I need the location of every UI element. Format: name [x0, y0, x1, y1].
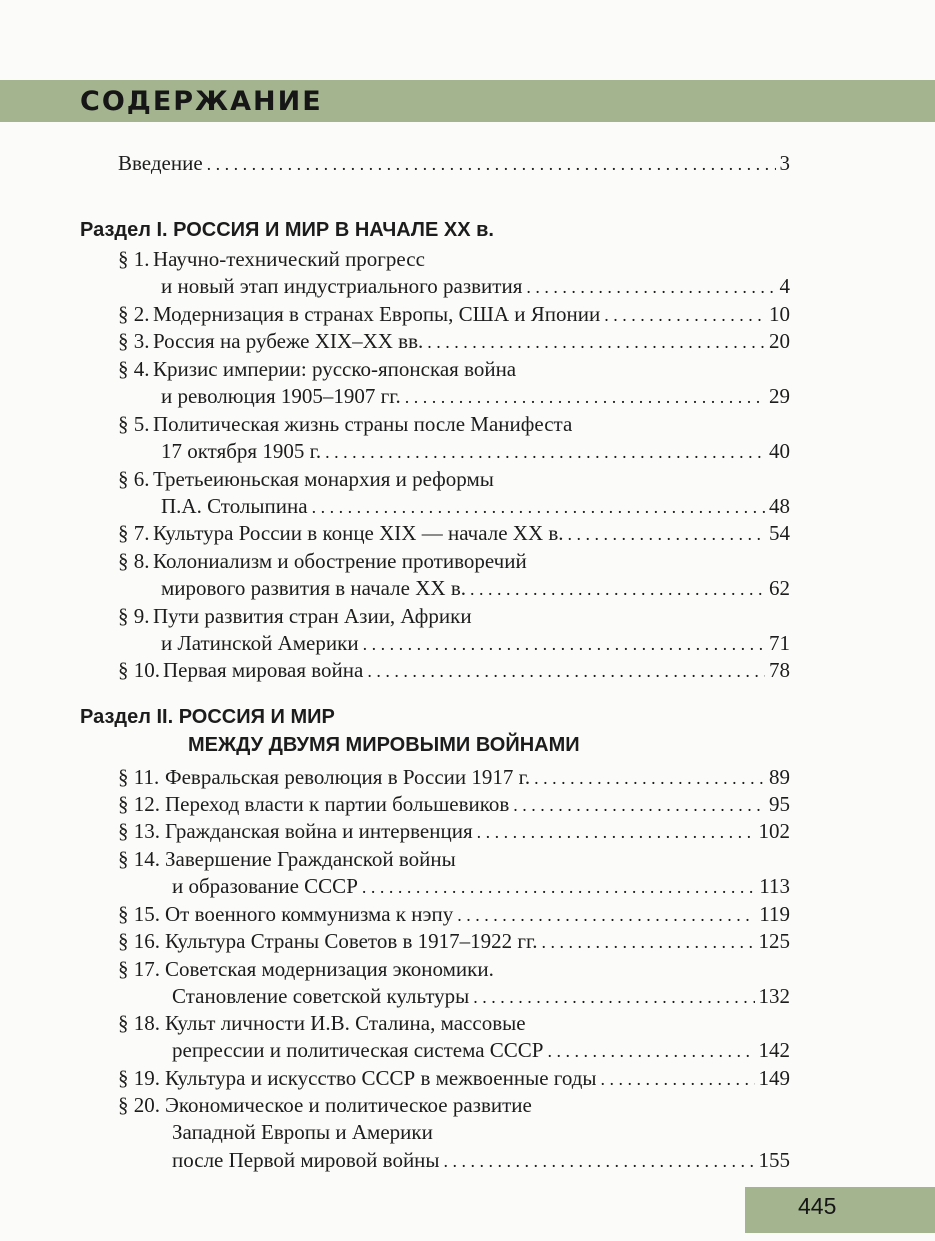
- toc-entry[interactable]: [153, 519, 790, 547]
- toc-page-number: 48: [769, 494, 790, 518]
- toc-entry-title: 17 октября 1905 г.: [161, 439, 322, 463]
- toc-page-number: 89: [769, 765, 790, 789]
- section-number: § 12.: [118, 792, 160, 816]
- toc-entry-line: Третьеиюньская монархия и реформы: [153, 467, 494, 491]
- toc-page-number: 119: [759, 902, 790, 926]
- toc-entry-title: От военного коммунизма к нэпу: [165, 902, 454, 926]
- section-number: § 13.: [118, 819, 160, 843]
- dot-leader: [312, 493, 765, 521]
- toc-entry-title: и новый этап индустриального развития: [161, 274, 523, 298]
- toc-entry-title: Модернизация в странах Европы, США и Японии: [153, 302, 601, 326]
- section-number: § 11.: [118, 765, 160, 789]
- toc-page-number: 125: [758, 929, 790, 953]
- toc-page-number: 142: [758, 1038, 790, 1062]
- section-number: § 16.: [118, 929, 160, 953]
- toc-entry-title: Введение: [118, 151, 203, 175]
- dot-leader: [427, 328, 765, 356]
- dot-leader: [548, 1037, 755, 1065]
- dot-leader: [362, 873, 755, 901]
- toc-entry-line: Завершение Гражданской войны: [165, 847, 456, 871]
- dot-leader: [405, 383, 765, 411]
- toc-entry-line: Колониализм и обострение противоречий: [153, 549, 527, 573]
- toc-page-number: 3: [779, 151, 790, 175]
- toc-entry[interactable]: [161, 382, 790, 410]
- toc-page-number: 4: [779, 274, 790, 298]
- toc-entry-title: Гражданская война и интервенция: [165, 819, 473, 843]
- section-heading-subtitle: МЕЖДУ ДВУМЯ МИРОВЫМИ ВОЙНАМИ: [188, 734, 580, 756]
- dot-leader: [542, 928, 755, 956]
- toc-entry-line: Советская модернизация экономики.: [165, 957, 494, 981]
- toc-entry-line: Культ личности И.В. Сталина, массовые: [165, 1011, 526, 1035]
- toc-entry-line: Кризис империи: русско-японская война: [153, 357, 517, 381]
- section-number: § 1.: [118, 247, 150, 271]
- toc-entry-title: Культура Страны Советов в 1917–1922 гг.: [165, 929, 538, 953]
- toc-entry-line: Экономическое и политическое развитие: [165, 1093, 532, 1117]
- toc-entry[interactable]: [172, 872, 790, 900]
- toc-page-number: 20: [769, 329, 790, 353]
- toc-entry-line: Политическая жизнь страны после Манифеста: [153, 412, 573, 436]
- toc-entry-title: и революция 1905–1907 гг.: [161, 384, 401, 408]
- footer-band: [745, 1187, 935, 1233]
- toc-page-number: 132: [758, 984, 790, 1008]
- toc-entry[interactable]: [165, 1064, 790, 1092]
- toc-entry[interactable]: [161, 272, 790, 300]
- toc-entry-title: П.А. Столыпина: [161, 494, 308, 518]
- toc-entry-title: после Первой мировой войны: [172, 1148, 440, 1172]
- toc-entry-title: и образование СССР: [172, 874, 358, 898]
- dot-leader: [473, 983, 754, 1011]
- section-number: § 8.: [118, 549, 150, 573]
- toc-page-number: 29: [769, 384, 790, 408]
- toc-page-number: 10: [769, 302, 790, 326]
- section-number: § 19.: [118, 1066, 160, 1090]
- toc-entry-title: Становление советской культуры: [172, 984, 470, 1008]
- section-number: § 2.: [118, 302, 150, 326]
- dot-leader: [568, 520, 765, 548]
- toc-page-number: 149: [758, 1066, 790, 1090]
- section-number: § 6.: [118, 467, 150, 491]
- section-number: § 3.: [118, 329, 150, 353]
- dot-leader: [601, 1065, 755, 1093]
- section-heading: Раздел II. РОССИЯ И МИР: [80, 706, 335, 728]
- toc-page-number: 71: [769, 631, 790, 655]
- toc-page-number: 102: [758, 819, 790, 843]
- dot-leader: [470, 575, 765, 603]
- toc-entry[interactable]: [153, 300, 790, 328]
- dot-leader: [363, 630, 765, 658]
- dot-leader: [207, 150, 776, 178]
- dot-leader: [513, 791, 765, 819]
- page-number: 445: [798, 1193, 837, 1219]
- section-number: § 5.: [118, 412, 150, 436]
- section-number: § 14.: [118, 847, 160, 871]
- dot-leader: [325, 438, 765, 466]
- toc-entry[interactable]: [165, 927, 790, 955]
- dot-leader: [477, 818, 755, 846]
- toc-entry-title: и Латинской Америки: [161, 631, 359, 655]
- page-title: СОДЕРЖАНИЕ: [80, 86, 323, 117]
- toc-entry-line: Научно-технический прогресс: [153, 247, 425, 271]
- toc-page-number: 78: [769, 658, 790, 682]
- toc-page-number: 113: [759, 874, 790, 898]
- toc-entry-title: Первая мировая война: [163, 658, 364, 682]
- section-number: § 17.: [118, 957, 160, 981]
- toc-entry-title: Культура России в конце XIX — начале XX в.: [153, 521, 564, 545]
- section-number: § 4.: [118, 357, 150, 381]
- section-number: § 7.: [118, 521, 150, 545]
- toc-entry-title: репрессии и политическая система СССР: [172, 1038, 544, 1062]
- toc-entry[interactable]: [172, 982, 790, 1010]
- toc-entry[interactable]: [165, 763, 790, 791]
- toc-entry-line: Пути развития стран Азии, Африки: [153, 604, 472, 628]
- section-number: § 20.: [118, 1093, 160, 1117]
- dot-leader: [534, 764, 765, 792]
- toc-entry-title: Переход власти к партии большевиков: [165, 792, 510, 816]
- dot-leader: [526, 273, 775, 301]
- toc-entry[interactable]: [163, 656, 790, 684]
- toc-entry[interactable]: [165, 817, 790, 845]
- toc-entry-title: мирового развития в начале XX в.: [161, 576, 466, 600]
- toc-entry-title: Культура и искусство СССР в межвоенные годы: [165, 1066, 597, 1090]
- toc-entry[interactable]: [161, 629, 790, 657]
- toc-entry-title: Февральская революция в России 1917 г.: [165, 765, 531, 789]
- section-number: § 10.: [118, 658, 160, 682]
- toc-entry[interactable]: [172, 1036, 790, 1064]
- dot-leader: [444, 1147, 755, 1175]
- toc-entry[interactable]: [172, 1146, 790, 1174]
- toc-entry-intro[interactable]: [118, 149, 790, 177]
- dot-leader: [457, 901, 755, 929]
- dot-leader: [367, 657, 765, 685]
- dot-leader: [604, 301, 765, 329]
- section-number: § 9.: [118, 604, 150, 628]
- toc-page-number: 40: [769, 439, 790, 463]
- toc-page-number: 62: [769, 576, 790, 600]
- toc-page-number: 54: [769, 521, 790, 545]
- toc-entry-line: Западной Европы и Америки: [172, 1120, 433, 1144]
- toc-entry[interactable]: [161, 492, 790, 520]
- section-number: § 18.: [118, 1011, 160, 1035]
- toc-entry-title: Россия на рубеже XIX–XX вв.: [153, 329, 424, 353]
- toc-entry[interactable]: [161, 574, 790, 602]
- section-number: § 15.: [118, 902, 160, 926]
- toc-page-number: 155: [758, 1148, 790, 1172]
- toc-entry[interactable]: [165, 790, 790, 818]
- section-heading: Раздел I. РОССИЯ И МИР В НАЧАЛЕ XX в.: [80, 219, 494, 241]
- toc-entry[interactable]: [161, 437, 790, 465]
- toc-page-number: 95: [769, 792, 790, 816]
- toc-entry[interactable]: [153, 327, 790, 355]
- toc-entry[interactable]: [165, 900, 790, 928]
